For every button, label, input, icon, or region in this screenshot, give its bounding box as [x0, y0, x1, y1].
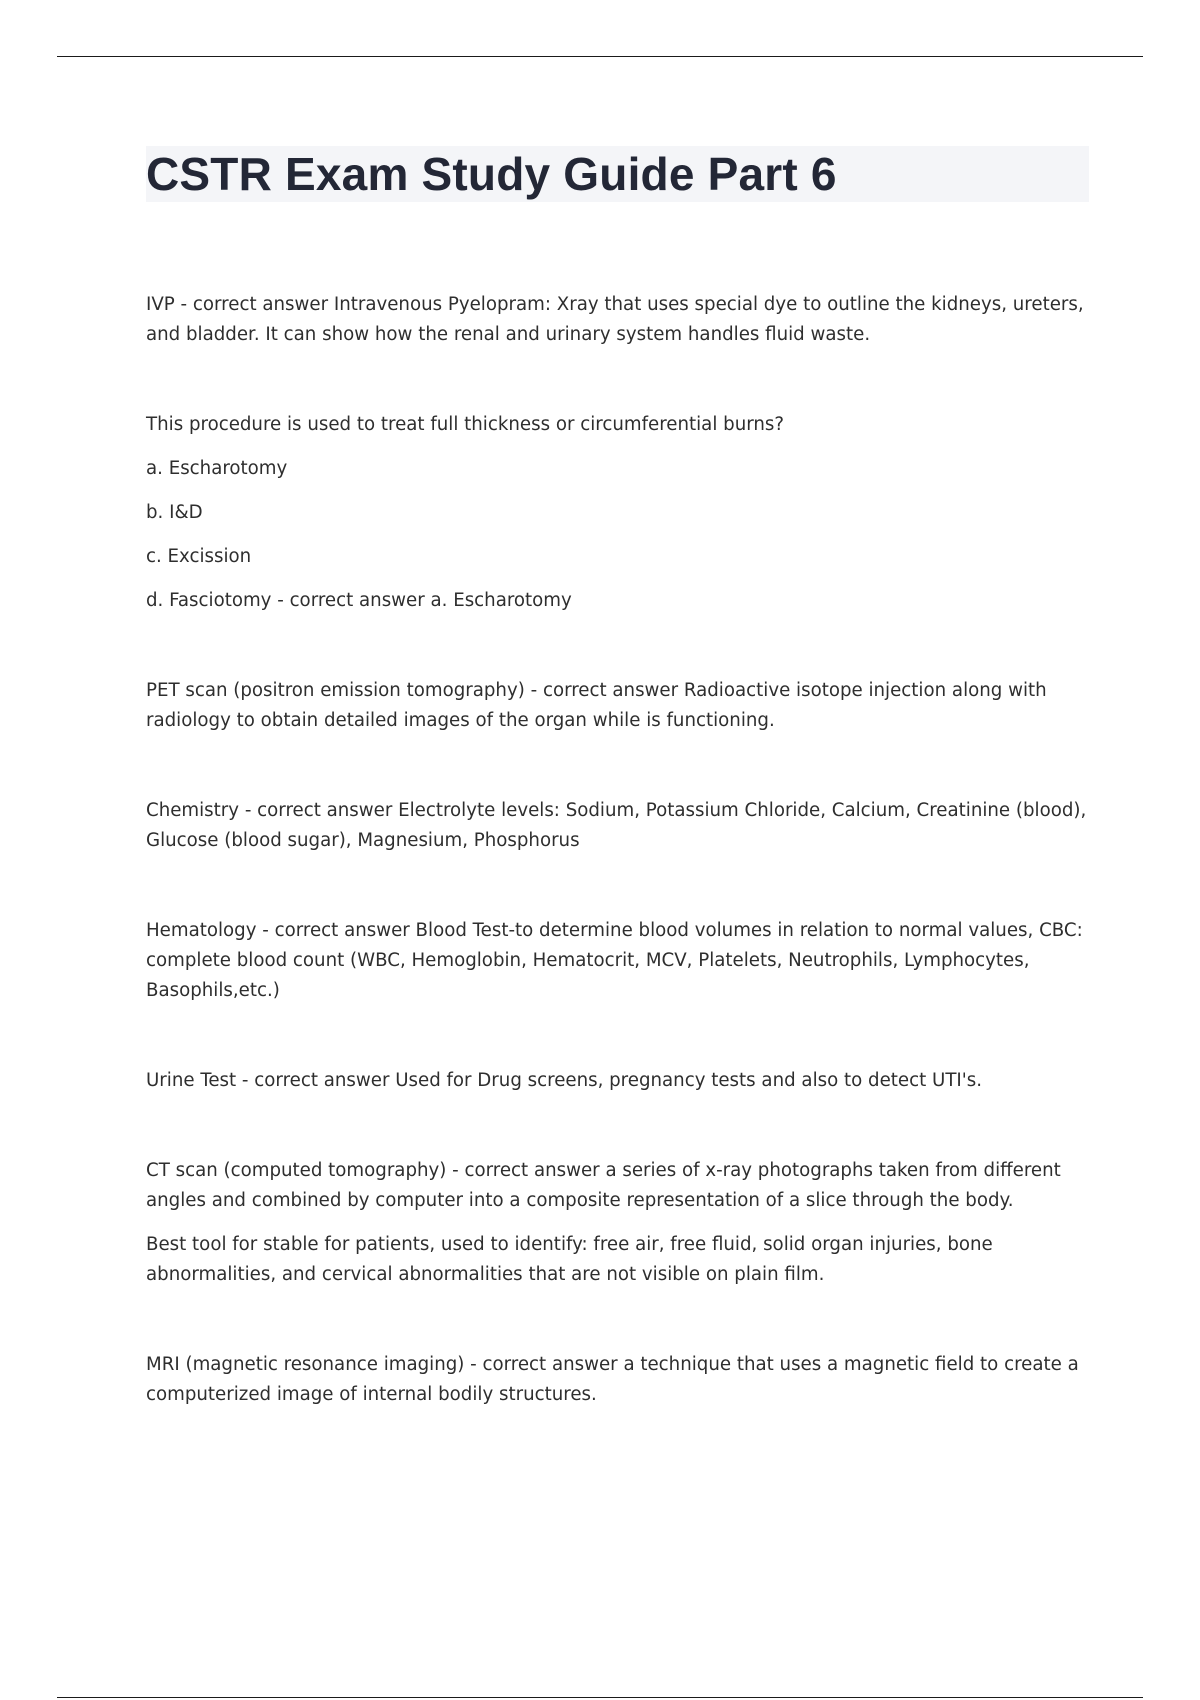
question-text: This procedure is used to treat full thickness or circumferential burns?	[146, 414, 785, 435]
entry-text: IVP - correct answer Intravenous Pyelopram: Xray that uses special dye to outline the kidneys, ureters, and bladder. It can show how the renal and urinary system handles fluid waste.	[146, 294, 1084, 345]
qa-entry-burns-question	[146, 410, 1090, 616]
qa-entry-ivp	[146, 290, 1090, 350]
entry-text-continued: Best tool for stable for patients, used to identify: free air, free fluid, solid organ injuries, bone abnormalities, and cervical abnormalities that are not visible on plain film.	[146, 1234, 993, 1285]
bottom-rule	[57, 1697, 1143, 1698]
top-rule	[57, 56, 1143, 57]
qa-entry-pet-scan	[146, 676, 1090, 736]
page-title: CSTR Exam Study Guide Part 6	[146, 148, 837, 200]
option-b: b. I&D	[146, 502, 203, 523]
entry-text: Chemistry - correct answer Electrolyte levels: Sodium, Potassium Chloride, Calcium, Creatinine (blood), Glucose (blood sugar), Magnesium, Phosphorus	[146, 800, 1087, 851]
entry-text: Hematology - correct answer Blood Test-to determine blood volumes in relation to normal values, CBC: complete blood count (WBC, Hemoglobin, Hematocrit, MCV, Platelets, Neutrophils, Lymphocytes, Basophils,etc.)	[146, 920, 1083, 1001]
qa-entry-ct-scan	[146, 1156, 1090, 1290]
option-a: a. Escharotomy	[146, 458, 288, 479]
qa-entry-mri	[146, 1350, 1090, 1410]
option-c: c. Excission	[146, 546, 252, 567]
qa-entry-urine-test	[146, 1066, 1090, 1096]
entry-text: MRI (magnetic resonance imaging) - correct answer a technique that uses a magnetic field to create a computerized image of internal bodily structures.	[146, 1354, 1079, 1405]
option-d-with-answer: d. Fasciotomy - correct answer a. Escharotomy	[146, 590, 572, 611]
document-body	[146, 290, 1090, 1410]
qa-entry-chemistry	[146, 796, 1090, 856]
entry-text: PET scan (positron emission tomography) - correct answer Radioactive isotope injection along with radiology to obtain detailed images of the organ while is functioning.	[146, 680, 1047, 731]
qa-entry-hematology	[146, 916, 1090, 1006]
entry-text: CT scan (computed tomography) - correct answer a series of x-ray photographs taken from different angles and combined by computer into a composite representation of a slice through the body.	[146, 1160, 1061, 1211]
entry-text: Urine Test - correct answer Used for Drug screens, pregnancy tests and also to detect UTI's.	[146, 1070, 983, 1091]
